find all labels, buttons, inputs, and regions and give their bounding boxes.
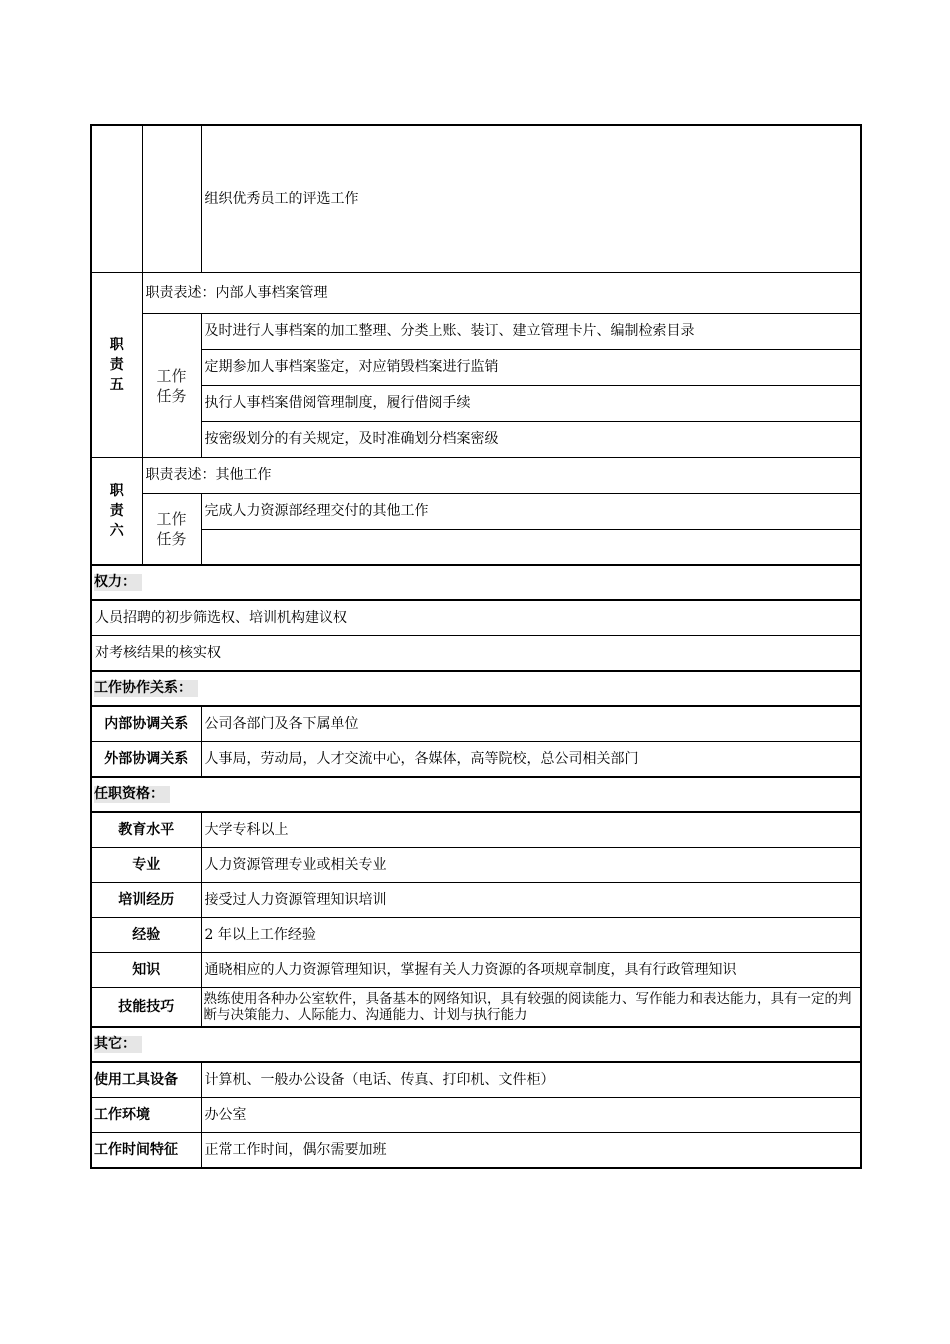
qualification-row bbox=[91, 918, 861, 953]
job-description-table-container bbox=[90, 124, 860, 1169]
duty-six-task-row bbox=[91, 494, 861, 530]
qualification-title: 任职资格： bbox=[94, 786, 170, 803]
duty-five-task-4: 按密级划分的有关规定，及时准确划分档案密级 bbox=[201, 422, 861, 458]
duty-six-task-row bbox=[91, 530, 861, 566]
duty-continued-label-cell bbox=[91, 125, 142, 273]
duty-five-label: 职 责 五 bbox=[91, 273, 142, 458]
duty-five-task-row bbox=[91, 350, 861, 386]
education-value: 大学专科以上 bbox=[201, 812, 861, 848]
qualification-row bbox=[91, 812, 861, 848]
duty-continued-tasklabel-cell bbox=[142, 125, 201, 273]
duty-six-statement: 职责表述：其他工作 bbox=[142, 458, 861, 494]
duty-six-task-label: 工作 任务 bbox=[142, 494, 201, 566]
authority-section-cell bbox=[91, 565, 861, 600]
duty-five-task-1: 及时进行人事档案的加工整理、分类上账、装订、建立管理卡片、编制检索目录 bbox=[201, 314, 861, 350]
qualification-section-cell bbox=[91, 777, 861, 812]
skills-value: 熟练使用各种办公室软件，具备基本的网络知识，具有较强的阅读能力、写作能力和表达能力，具有一定的判断与决策能力、人际能力、沟通能力、计划与执行能力 bbox=[201, 988, 861, 1028]
duty-five-task-row bbox=[91, 314, 861, 350]
duty-five-task-2: 定期参加人事档案鉴定，对应销毁档案进行监销 bbox=[201, 350, 861, 386]
experience-value: 2 年以上工作经验 bbox=[201, 918, 861, 953]
training-value: 接受过人力资源管理知识培训 bbox=[201, 883, 861, 918]
environment-value: 办公室 bbox=[201, 1098, 861, 1133]
other-section-row bbox=[91, 1027, 861, 1062]
work-time-value: 正常工作时间，偶尔需要加班 bbox=[201, 1133, 861, 1169]
cooperation-title: 工作协作关系： bbox=[94, 680, 198, 697]
duty-five-task-label: 工作 任务 bbox=[142, 314, 201, 458]
major-label: 专业 bbox=[91, 848, 201, 883]
tools-label: 使用工具设备 bbox=[91, 1062, 201, 1098]
training-label: 培训经历 bbox=[91, 883, 201, 918]
internal-relation-label: 内部协调关系 bbox=[91, 706, 201, 742]
authority-item-row bbox=[91, 636, 861, 672]
other-section-cell bbox=[91, 1027, 861, 1062]
other-row bbox=[91, 1098, 861, 1133]
cooperation-section-row bbox=[91, 671, 861, 706]
environment-label: 工作环境 bbox=[91, 1098, 201, 1133]
duty-six-task-2 bbox=[201, 530, 861, 566]
authority-item-2: 对考核结果的核实权 bbox=[91, 636, 861, 672]
duty-five-task-row bbox=[91, 386, 861, 422]
duty-continued-row bbox=[91, 125, 861, 273]
work-time-label: 工作时间特征 bbox=[91, 1133, 201, 1169]
authority-item-row bbox=[91, 600, 861, 636]
major-value: 人力资源管理专业或相关专业 bbox=[201, 848, 861, 883]
duty-five-task-row bbox=[91, 422, 861, 458]
skills-label: 技能技巧 bbox=[91, 988, 201, 1028]
authority-section-row bbox=[91, 565, 861, 600]
duty-five-statement: 职责表述：内部人事档案管理 bbox=[142, 273, 861, 314]
education-label: 教育水平 bbox=[91, 812, 201, 848]
knowledge-value: 通晓相应的人力资源管理知识，掌握有关人力资源的各项规章制度，具有行政管理知识 bbox=[201, 953, 861, 988]
other-row bbox=[91, 1062, 861, 1098]
other-title: 其它： bbox=[94, 1036, 142, 1053]
external-relation-label: 外部协调关系 bbox=[91, 742, 201, 778]
experience-label: 经验 bbox=[91, 918, 201, 953]
cooperation-row bbox=[91, 706, 861, 742]
cooperation-section-cell bbox=[91, 671, 861, 706]
authority-item-1: 人员招聘的初步筛选权、培训机构建议权 bbox=[91, 600, 861, 636]
duty-six-statement-row bbox=[91, 458, 861, 494]
qualification-row bbox=[91, 848, 861, 883]
qualification-section-row bbox=[91, 777, 861, 812]
tools-value: 计算机、一般办公设备（电话、传真、打印机、文件柜） bbox=[201, 1062, 861, 1098]
internal-relation-value: 公司各部门及各下属单位 bbox=[201, 706, 861, 742]
qualification-row bbox=[91, 988, 861, 1028]
qualification-row bbox=[91, 953, 861, 988]
duty-six-label: 职 责 六 bbox=[91, 458, 142, 566]
duty-six-task-1: 完成人力资源部经理交付的其他工作 bbox=[201, 494, 861, 530]
knowledge-label: 知识 bbox=[91, 953, 201, 988]
cooperation-row bbox=[91, 742, 861, 778]
authority-title: 权力： bbox=[94, 574, 142, 591]
other-row bbox=[91, 1133, 861, 1169]
duty-five-statement-row bbox=[91, 273, 861, 314]
job-description-table bbox=[90, 124, 862, 1169]
duty-five-task-3: 执行人事档案借阅管理制度，履行借阅手续 bbox=[201, 386, 861, 422]
duty-continued-task: 组织优秀员工的评选工作 bbox=[201, 125, 861, 273]
external-relation-value: 人事局，劳动局，人才交流中心，各媒体，高等院校，总公司相关部门 bbox=[201, 742, 861, 778]
qualification-row bbox=[91, 883, 861, 918]
